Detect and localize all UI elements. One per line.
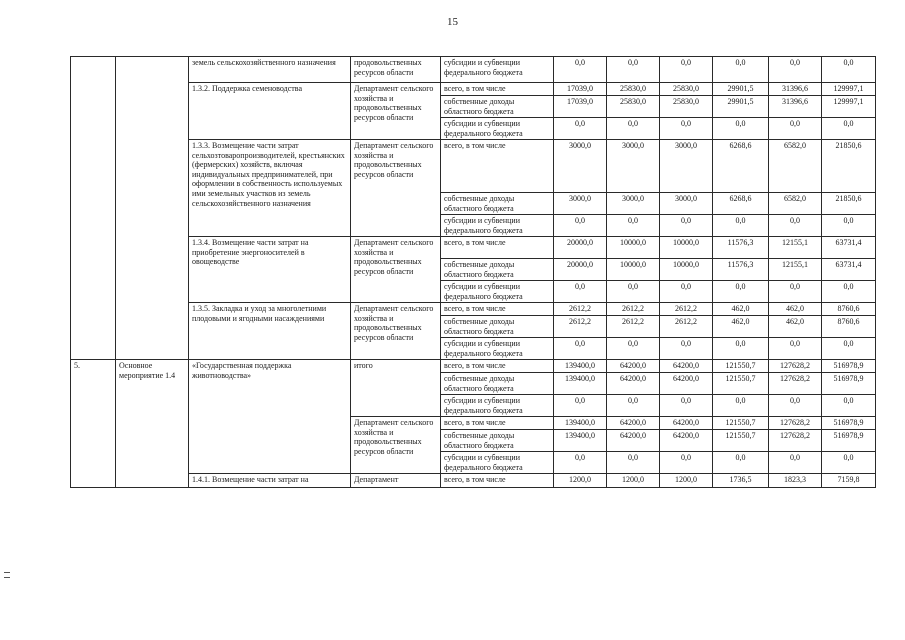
value-cell: 0,0 (607, 118, 660, 140)
funding-source-cell: субсидии и субвенции федерального бюджета (441, 215, 554, 237)
executor-cell: Департамент сельского хозяйства и продовольственных ресурсов области (351, 140, 441, 237)
funding-source-cell: всего, в том числе (441, 83, 554, 96)
value-cell: 2612,2 (607, 303, 660, 316)
value-cell: 0,0 (769, 452, 822, 474)
value-cell: 0,0 (554, 452, 607, 474)
value-cell: 2612,2 (660, 303, 713, 316)
value-cell: 25830,0 (660, 83, 713, 96)
value-cell: 0,0 (660, 215, 713, 237)
row-number-cell: 5. (71, 360, 116, 488)
value-cell: 127628,2 (769, 373, 822, 395)
activity-code-cell (116, 57, 189, 360)
value-cell: 64200,0 (660, 373, 713, 395)
funding-source-cell: всего, в том числе (441, 474, 554, 488)
value-cell: 29901,5 (713, 83, 769, 96)
value-cell: 0,0 (554, 215, 607, 237)
funding-source-cell: всего, в том числе (441, 303, 554, 316)
value-cell: 64200,0 (607, 373, 660, 395)
executor-cell: Департамент сельского хозяйства и продовольственных ресурсов области (351, 303, 441, 360)
value-cell: 29901,5 (713, 96, 769, 118)
value-cell: 10000,0 (660, 237, 713, 259)
executor-cell: итого (351, 360, 441, 417)
funding-source-cell: собственные доходы областного бюджета (441, 193, 554, 215)
value-cell: 0,0 (554, 395, 607, 417)
funding-source-cell: всего, в том числе (441, 417, 554, 430)
value-cell: 0,0 (769, 215, 822, 237)
value-cell: 0,0 (822, 395, 876, 417)
value-cell: 516978,9 (822, 417, 876, 430)
value-cell: 21850,6 (822, 193, 876, 215)
value-cell: 0,0 (822, 215, 876, 237)
value-cell: 0,0 (607, 57, 660, 83)
value-cell: 1200,0 (554, 474, 607, 488)
value-cell: 129997,1 (822, 96, 876, 118)
funding-source-cell: всего, в том числе (441, 360, 554, 373)
value-cell: 64200,0 (660, 360, 713, 373)
funding-source-cell: собственные доходы областного бюджета (441, 96, 554, 118)
funding-source-cell: собственные доходы областного бюджета (441, 316, 554, 338)
value-cell: 0,0 (822, 452, 876, 474)
activity-code-cell: Основное мероприятие 1.4 (116, 360, 189, 488)
value-cell: 12155,1 (769, 259, 822, 281)
value-cell: 121550,7 (713, 360, 769, 373)
table-row (71, 360, 876, 373)
activity-name-cell: «Государственная поддержка животноводства» (189, 360, 351, 474)
table-row (71, 57, 876, 83)
value-cell: 0,0 (660, 338, 713, 360)
activity-name-cell: 1.3.5. Закладка и уход за многолетними плодовыми и ягодными насаждениями (189, 303, 351, 360)
funding-source-cell: субсидии и субвенции федерального бюджета (441, 395, 554, 417)
activity-name-cell: 1.3.4. Возмещение части затрат на приобретение энергоносителей в овощеводстве (189, 237, 351, 303)
value-cell: 2612,2 (607, 316, 660, 338)
binding-mark (4, 572, 10, 573)
value-cell: 121550,7 (713, 417, 769, 430)
value-cell: 8760,6 (822, 303, 876, 316)
value-cell: 3000,0 (607, 193, 660, 215)
value-cell: 1200,0 (607, 474, 660, 488)
value-cell: 0,0 (660, 118, 713, 140)
value-cell: 25830,0 (660, 96, 713, 118)
value-cell: 0,0 (713, 57, 769, 83)
value-cell: 3000,0 (660, 193, 713, 215)
value-cell: 0,0 (554, 281, 607, 303)
budget-table (70, 56, 876, 488)
executor-cell: Департамент сельского хозяйства и продовольственных ресурсов области (351, 417, 441, 474)
value-cell: 462,0 (769, 316, 822, 338)
value-cell: 0,0 (822, 118, 876, 140)
value-cell: 1736,5 (713, 474, 769, 488)
value-cell: 0,0 (769, 118, 822, 140)
value-cell: 10000,0 (607, 259, 660, 281)
value-cell: 6582,0 (769, 140, 822, 193)
value-cell: 139400,0 (554, 417, 607, 430)
value-cell: 139400,0 (554, 373, 607, 395)
row-number-cell (71, 57, 116, 360)
activity-name-cell: 1.3.2. Поддержка семеноводства (189, 83, 351, 140)
value-cell: 0,0 (713, 452, 769, 474)
funding-source-cell: субсидии и субвенции федерального бюджета (441, 57, 554, 83)
executor-cell: продовольственных ресурсов области (351, 57, 441, 83)
value-cell: 6268,6 (713, 193, 769, 215)
value-cell: 0,0 (554, 118, 607, 140)
value-cell: 64200,0 (660, 417, 713, 430)
value-cell: 127628,2 (769, 430, 822, 452)
executor-cell: Департамент сельского хозяйства и продовольственных ресурсов области (351, 237, 441, 303)
executor-cell: Департамент сельского хозяйства и продовольственных ресурсов области (351, 83, 441, 140)
value-cell: 1823,3 (769, 474, 822, 488)
value-cell: 21850,6 (822, 140, 876, 193)
funding-source-cell: собственные доходы областного бюджета (441, 373, 554, 395)
funding-source-cell: субсидии и субвенции федерального бюджета (441, 338, 554, 360)
value-cell: 12155,1 (769, 237, 822, 259)
value-cell: 17039,0 (554, 96, 607, 118)
funding-source-cell: всего, в том числе (441, 140, 554, 193)
value-cell: 0,0 (822, 338, 876, 360)
value-cell: 2612,2 (554, 303, 607, 316)
funding-source-cell: собственные доходы областного бюджета (441, 430, 554, 452)
value-cell: 64200,0 (607, 430, 660, 452)
value-cell: 10000,0 (607, 237, 660, 259)
value-cell: 3000,0 (607, 140, 660, 193)
value-cell: 0,0 (607, 215, 660, 237)
value-cell: 0,0 (607, 281, 660, 303)
value-cell: 2612,2 (660, 316, 713, 338)
value-cell: 0,0 (607, 395, 660, 417)
value-cell: 7159,8 (822, 474, 876, 488)
value-cell: 139400,0 (554, 360, 607, 373)
value-cell: 121550,7 (713, 430, 769, 452)
funding-source-cell: субсидии и субвенции федерального бюджета (441, 452, 554, 474)
value-cell: 3000,0 (660, 140, 713, 193)
value-cell: 64200,0 (660, 430, 713, 452)
value-cell: 129997,1 (822, 83, 876, 96)
value-cell: 2612,2 (554, 316, 607, 338)
value-cell: 6268,6 (713, 140, 769, 193)
value-cell: 0,0 (822, 281, 876, 303)
value-cell: 0,0 (769, 338, 822, 360)
funding-source-cell: субсидии и субвенции федерального бюджета (441, 118, 554, 140)
value-cell: 0,0 (554, 57, 607, 83)
value-cell: 462,0 (769, 303, 822, 316)
value-cell: 0,0 (822, 57, 876, 83)
value-cell: 121550,7 (713, 373, 769, 395)
value-cell: 0,0 (713, 395, 769, 417)
value-cell: 0,0 (660, 57, 713, 83)
funding-source-cell: собственные доходы областного бюджета (441, 259, 554, 281)
value-cell: 31396,6 (769, 96, 822, 118)
value-cell: 20000,0 (554, 237, 607, 259)
value-cell: 139400,0 (554, 430, 607, 452)
funding-source-cell: субсидии и субвенции федерального бюджета (441, 281, 554, 303)
value-cell: 516978,9 (822, 430, 876, 452)
page-number: 15 (447, 16, 458, 28)
value-cell: 6582,0 (769, 193, 822, 215)
value-cell: 0,0 (713, 281, 769, 303)
value-cell: 0,0 (713, 215, 769, 237)
table-row (71, 140, 876, 193)
value-cell: 63731,4 (822, 237, 876, 259)
value-cell: 20000,0 (554, 259, 607, 281)
value-cell: 3000,0 (554, 193, 607, 215)
table-row (71, 303, 876, 316)
value-cell: 0,0 (607, 338, 660, 360)
value-cell: 0,0 (769, 281, 822, 303)
value-cell: 1200,0 (660, 474, 713, 488)
value-cell: 17039,0 (554, 83, 607, 96)
value-cell: 0,0 (660, 281, 713, 303)
value-cell: 63731,4 (822, 259, 876, 281)
value-cell: 0,0 (713, 338, 769, 360)
value-cell: 10000,0 (660, 259, 713, 281)
value-cell: 0,0 (660, 395, 713, 417)
executor-cell: Департамент (351, 474, 441, 488)
value-cell: 64200,0 (607, 360, 660, 373)
funding-source-cell: всего, в том числе (441, 237, 554, 259)
table-row (71, 474, 876, 488)
binding-mark (4, 577, 10, 578)
value-cell: 127628,2 (769, 417, 822, 430)
value-cell: 31396,6 (769, 83, 822, 96)
table-row (71, 237, 876, 259)
value-cell: 516978,9 (822, 373, 876, 395)
value-cell: 0,0 (769, 395, 822, 417)
value-cell: 0,0 (660, 452, 713, 474)
value-cell: 3000,0 (554, 140, 607, 193)
value-cell: 127628,2 (769, 360, 822, 373)
activity-name-cell: земель сельскохозяйственного назначения (189, 57, 351, 83)
value-cell: 11576,3 (713, 237, 769, 259)
value-cell: 11576,3 (713, 259, 769, 281)
value-cell: 0,0 (713, 118, 769, 140)
value-cell: 462,0 (713, 316, 769, 338)
activity-name-cell: 1.4.1. Возмещение части затрат на (189, 474, 351, 488)
value-cell: 25830,0 (607, 83, 660, 96)
value-cell: 0,0 (607, 452, 660, 474)
value-cell: 516978,9 (822, 360, 876, 373)
value-cell: 462,0 (713, 303, 769, 316)
value-cell: 25830,0 (607, 96, 660, 118)
value-cell: 0,0 (769, 57, 822, 83)
value-cell: 8760,6 (822, 316, 876, 338)
table-row (71, 83, 876, 96)
value-cell: 0,0 (554, 338, 607, 360)
activity-name-cell: 1.3.3. Возмещение части затрат сельхозтоваропроизводителей, крестьянских (фермерских) хозяйств, включая индивидуальных предпринимателей, при оформлении в собственность используемых ими земельных участков из земель сельскохозяйственного назначения (189, 140, 351, 237)
value-cell: 64200,0 (607, 417, 660, 430)
